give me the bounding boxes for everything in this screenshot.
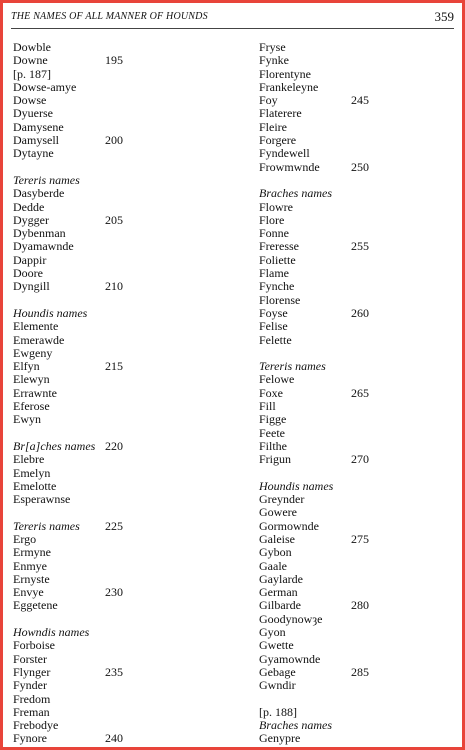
name-entry <box>259 134 459 147</box>
name-entry <box>259 320 459 333</box>
name-entry <box>13 413 213 426</box>
entry-text: Dybenman <box>13 226 66 241</box>
blank-line <box>13 427 213 440</box>
section-heading <box>13 440 213 453</box>
name-entry <box>259 68 459 81</box>
name-entry <box>259 560 459 573</box>
entry-text: Envye <box>13 585 44 600</box>
line-number: 210 <box>105 279 123 294</box>
section-heading <box>13 174 213 187</box>
entry-text: Damysell <box>13 133 59 148</box>
name-entry <box>259 400 459 413</box>
entry-text: Emerawde <box>13 332 65 347</box>
line-number: 275 <box>351 531 369 546</box>
name-entry <box>13 387 213 400</box>
name-entry <box>13 639 213 652</box>
name-entry <box>259 613 459 626</box>
name-entry <box>13 347 213 360</box>
entry-text: Fredom <box>13 691 51 706</box>
entry-text: Feete <box>259 425 285 440</box>
entry-text: Gyon <box>259 625 286 640</box>
entry-text: Flame <box>259 266 289 281</box>
entry-text: Goodynowȝe <box>259 611 323 626</box>
entry-text: Greynder <box>259 492 305 507</box>
blank-line <box>13 294 213 307</box>
entry-text: Esperawnse <box>13 492 71 507</box>
name-entry <box>13 81 213 94</box>
name-entry <box>13 187 213 200</box>
name-entry <box>259 413 459 426</box>
entry-text: Eferose <box>13 399 50 414</box>
name-entry <box>259 227 459 240</box>
name-entry <box>259 307 459 320</box>
entry-text: Dowble <box>13 40 51 54</box>
entry-text: Fryse <box>259 40 286 54</box>
entry-text: Tereris names <box>259 359 326 374</box>
entry-text: [p. 188] <box>259 704 297 719</box>
entry-text: Gilbarde <box>259 598 301 613</box>
name-entry <box>13 54 213 67</box>
entry-text: Gyamownde <box>259 651 321 666</box>
entry-text: Freresse <box>259 239 299 254</box>
running-title: THE NAMES OF ALL MANNER OF HOUNDS <box>11 11 208 22</box>
entry-text: Fynder <box>13 678 47 693</box>
entry-text: Gaylarde <box>259 571 303 586</box>
name-entry <box>13 453 213 466</box>
name-entry <box>259 161 459 174</box>
name-entry <box>13 254 213 267</box>
name-entry <box>259 666 459 679</box>
entry-text: Fynore <box>13 731 47 746</box>
entry-text: Galeise <box>259 531 295 546</box>
name-entry <box>13 94 213 107</box>
blank-line <box>13 506 213 519</box>
entry-text: Filthe <box>259 438 288 453</box>
name-entry <box>259 280 459 293</box>
name-entry <box>259 533 459 546</box>
entry-text: Flowre <box>259 199 293 214</box>
entry-text: Braches names <box>259 186 332 201</box>
name-entry <box>13 280 213 293</box>
entry-text: Houndis names <box>259 478 334 493</box>
entry-text: Gaale <box>259 558 287 573</box>
entry-text: Frowmwnde <box>259 159 320 174</box>
line-number: 270 <box>351 452 369 467</box>
line-number: 245 <box>351 93 369 108</box>
name-entry <box>13 267 213 280</box>
left-column <box>13 41 213 746</box>
entry-text: Fill <box>259 399 276 414</box>
section-heading <box>259 719 459 732</box>
entry-text: Freman <box>13 704 50 719</box>
name-entry <box>259 254 459 267</box>
entry-text: Frebodye <box>13 718 59 733</box>
name-entry <box>13 493 213 506</box>
entry-text: Frankeleyne <box>259 79 319 94</box>
entry-text: Gebage <box>259 664 296 679</box>
name-entry <box>259 267 459 280</box>
name-entry <box>259 653 459 666</box>
line-number: 265 <box>351 385 369 400</box>
entry-text: Enmye <box>13 558 47 573</box>
name-entry <box>259 626 459 639</box>
blank-line <box>13 161 213 174</box>
name-entry <box>13 320 213 333</box>
entry-text: Foyse <box>259 305 288 320</box>
name-entry <box>259 546 459 559</box>
entry-text: Forboise <box>13 638 55 653</box>
name-entry <box>259 599 459 612</box>
line-number: 195 <box>105 53 123 68</box>
entry-text: Fonne <box>259 226 289 241</box>
name-entry <box>13 201 213 214</box>
blank-line <box>259 467 459 480</box>
name-entry <box>259 586 459 599</box>
name-entry <box>259 214 459 227</box>
name-entry <box>259 706 459 719</box>
entry-text: Dappir <box>13 252 47 267</box>
name-entry <box>13 360 213 373</box>
name-entry <box>13 719 213 732</box>
entry-text: Dasyberde <box>13 186 65 201</box>
line-number: 285 <box>351 664 369 679</box>
entry-text: Foliette <box>259 252 296 267</box>
entry-text: German <box>259 585 298 600</box>
section-heading <box>259 480 459 493</box>
entry-text: Dowse-amye <box>13 79 77 94</box>
entry-text: Forster <box>13 651 47 666</box>
name-entry <box>13 546 213 559</box>
name-entry <box>13 400 213 413</box>
name-entry <box>13 679 213 692</box>
entry-text: Dedde <box>13 199 45 214</box>
entry-text: Dytayne <box>13 146 54 161</box>
name-entry <box>13 121 213 134</box>
entry-text: Flynger <box>13 664 51 679</box>
name-entry <box>13 480 213 493</box>
entry-text: Fleire <box>259 119 287 134</box>
entry-text: Felowe <box>259 372 295 387</box>
entry-text: Errawnte <box>13 385 57 400</box>
entry-text: Gwndir <box>259 678 296 693</box>
entry-text: Elewyn <box>13 372 50 387</box>
entry-text: Dyngill <box>13 279 50 294</box>
name-entry <box>259 520 459 533</box>
name-entry <box>13 227 213 240</box>
name-entry <box>259 121 459 134</box>
name-entry <box>259 440 459 453</box>
name-entry <box>259 240 459 253</box>
line-number: 240 <box>105 731 123 746</box>
entry-text: Gwette <box>259 638 294 653</box>
line-number: 230 <box>105 585 123 600</box>
entry-text: Emelotte <box>13 478 57 493</box>
name-entry <box>13 334 213 347</box>
header-rule <box>11 28 454 29</box>
name-entry <box>13 599 213 612</box>
blank-line <box>259 693 459 706</box>
name-entry <box>259 639 459 652</box>
name-entry <box>259 147 459 160</box>
entry-text: Elebre <box>13 452 45 467</box>
right-column <box>259 41 459 746</box>
name-entry <box>259 334 459 347</box>
name-entry <box>259 453 459 466</box>
entry-text: Forgere <box>259 133 297 148</box>
entry-text: Dyamawnde <box>13 239 74 254</box>
entry-text: [p. 187] <box>13 66 51 81</box>
entry-text: Florense <box>259 292 301 307</box>
entry-text: Braches names <box>259 718 332 733</box>
blank-line <box>13 613 213 626</box>
name-entry <box>259 41 459 54</box>
name-entry <box>259 506 459 519</box>
entry-text: Foy <box>259 93 278 108</box>
name-entry <box>259 679 459 692</box>
name-entry <box>259 294 459 307</box>
name-entry <box>13 732 213 745</box>
name-entry <box>13 573 213 586</box>
name-entry <box>13 147 213 160</box>
entry-text: Elfyn <box>13 359 40 374</box>
line-number: 215 <box>105 359 123 374</box>
entry-text: Ergo <box>13 531 37 546</box>
entry-text: Tereris names <box>13 172 80 187</box>
entry-text: Genypre <box>259 731 301 746</box>
name-entry <box>259 373 459 386</box>
name-entry <box>13 240 213 253</box>
name-entry <box>13 560 213 573</box>
name-entry <box>259 201 459 214</box>
name-entry <box>259 54 459 67</box>
name-entry <box>13 214 213 227</box>
entry-text: Eggetene <box>13 598 58 613</box>
name-entry <box>259 387 459 400</box>
entry-text: Damysene <box>13 119 64 134</box>
entry-text: Frigun <box>259 452 292 467</box>
entry-text: Fyndewell <box>259 146 310 161</box>
name-entry <box>259 573 459 586</box>
entry-text: Ernyste <box>13 571 50 586</box>
name-entry <box>13 533 213 546</box>
line-number: 225 <box>105 518 123 533</box>
entry-text: Elemente <box>13 319 59 334</box>
name-entry <box>259 94 459 107</box>
section-heading <box>259 187 459 200</box>
line-number: 255 <box>351 239 369 254</box>
name-entry <box>13 373 213 386</box>
name-entry <box>13 467 213 480</box>
entry-text: Foxe <box>259 385 283 400</box>
entry-text: Tereris names <box>13 518 80 533</box>
name-entry <box>259 732 459 745</box>
entry-text: Emelyn <box>13 465 51 480</box>
entry-text: Dyuerse <box>13 106 53 121</box>
name-entry <box>13 107 213 120</box>
line-number: 235 <box>105 664 123 679</box>
entry-text: Howndis names <box>13 625 90 640</box>
entry-text: Florentyne <box>259 66 311 81</box>
entry-text: Ewyn <box>13 412 41 427</box>
name-entry <box>13 134 213 147</box>
name-entry <box>13 586 213 599</box>
entry-text: Dygger <box>13 212 49 227</box>
entry-text: Gowere <box>259 505 297 520</box>
section-heading <box>13 520 213 533</box>
page-number: 359 <box>434 9 454 24</box>
line-number: 220 <box>105 438 123 453</box>
entry-text: Gormownde <box>259 518 319 533</box>
entry-text: Felise <box>259 319 288 334</box>
name-entry <box>13 706 213 719</box>
entry-text: Figge <box>259 412 287 427</box>
section-heading <box>259 360 459 373</box>
entry-text: Flaterere <box>259 106 302 121</box>
line-number: 200 <box>105 133 123 148</box>
section-heading <box>13 626 213 639</box>
section-heading <box>13 307 213 320</box>
entry-text: Ewgeny <box>13 345 53 360</box>
entry-text: Felette <box>259 332 292 347</box>
entry-text: Dowse <box>13 93 47 108</box>
entry-text: Doore <box>13 266 43 281</box>
line-number: 250 <box>351 159 369 174</box>
entry-text: Downe <box>13 53 48 68</box>
name-entry <box>13 693 213 706</box>
entry-text: Flore <box>259 212 285 227</box>
blank-line <box>259 174 459 187</box>
name-entry <box>259 107 459 120</box>
entry-text: Fynche <box>259 279 295 294</box>
line-number: 205 <box>105 212 123 227</box>
name-entry <box>259 427 459 440</box>
name-entry <box>13 653 213 666</box>
line-number: 260 <box>351 305 369 320</box>
entry-text: Br[a]ches names <box>13 438 96 453</box>
name-entry <box>13 68 213 81</box>
entry-text: Ermyne <box>13 545 51 560</box>
name-entry <box>13 41 213 54</box>
entry-text: Gybon <box>259 545 292 560</box>
name-entry <box>13 666 213 679</box>
name-entry <box>259 81 459 94</box>
entry-text: Houndis names <box>13 305 88 320</box>
line-number: 280 <box>351 598 369 613</box>
name-entry <box>259 493 459 506</box>
blank-line <box>259 347 459 360</box>
entry-text: Fynke <box>259 53 289 68</box>
